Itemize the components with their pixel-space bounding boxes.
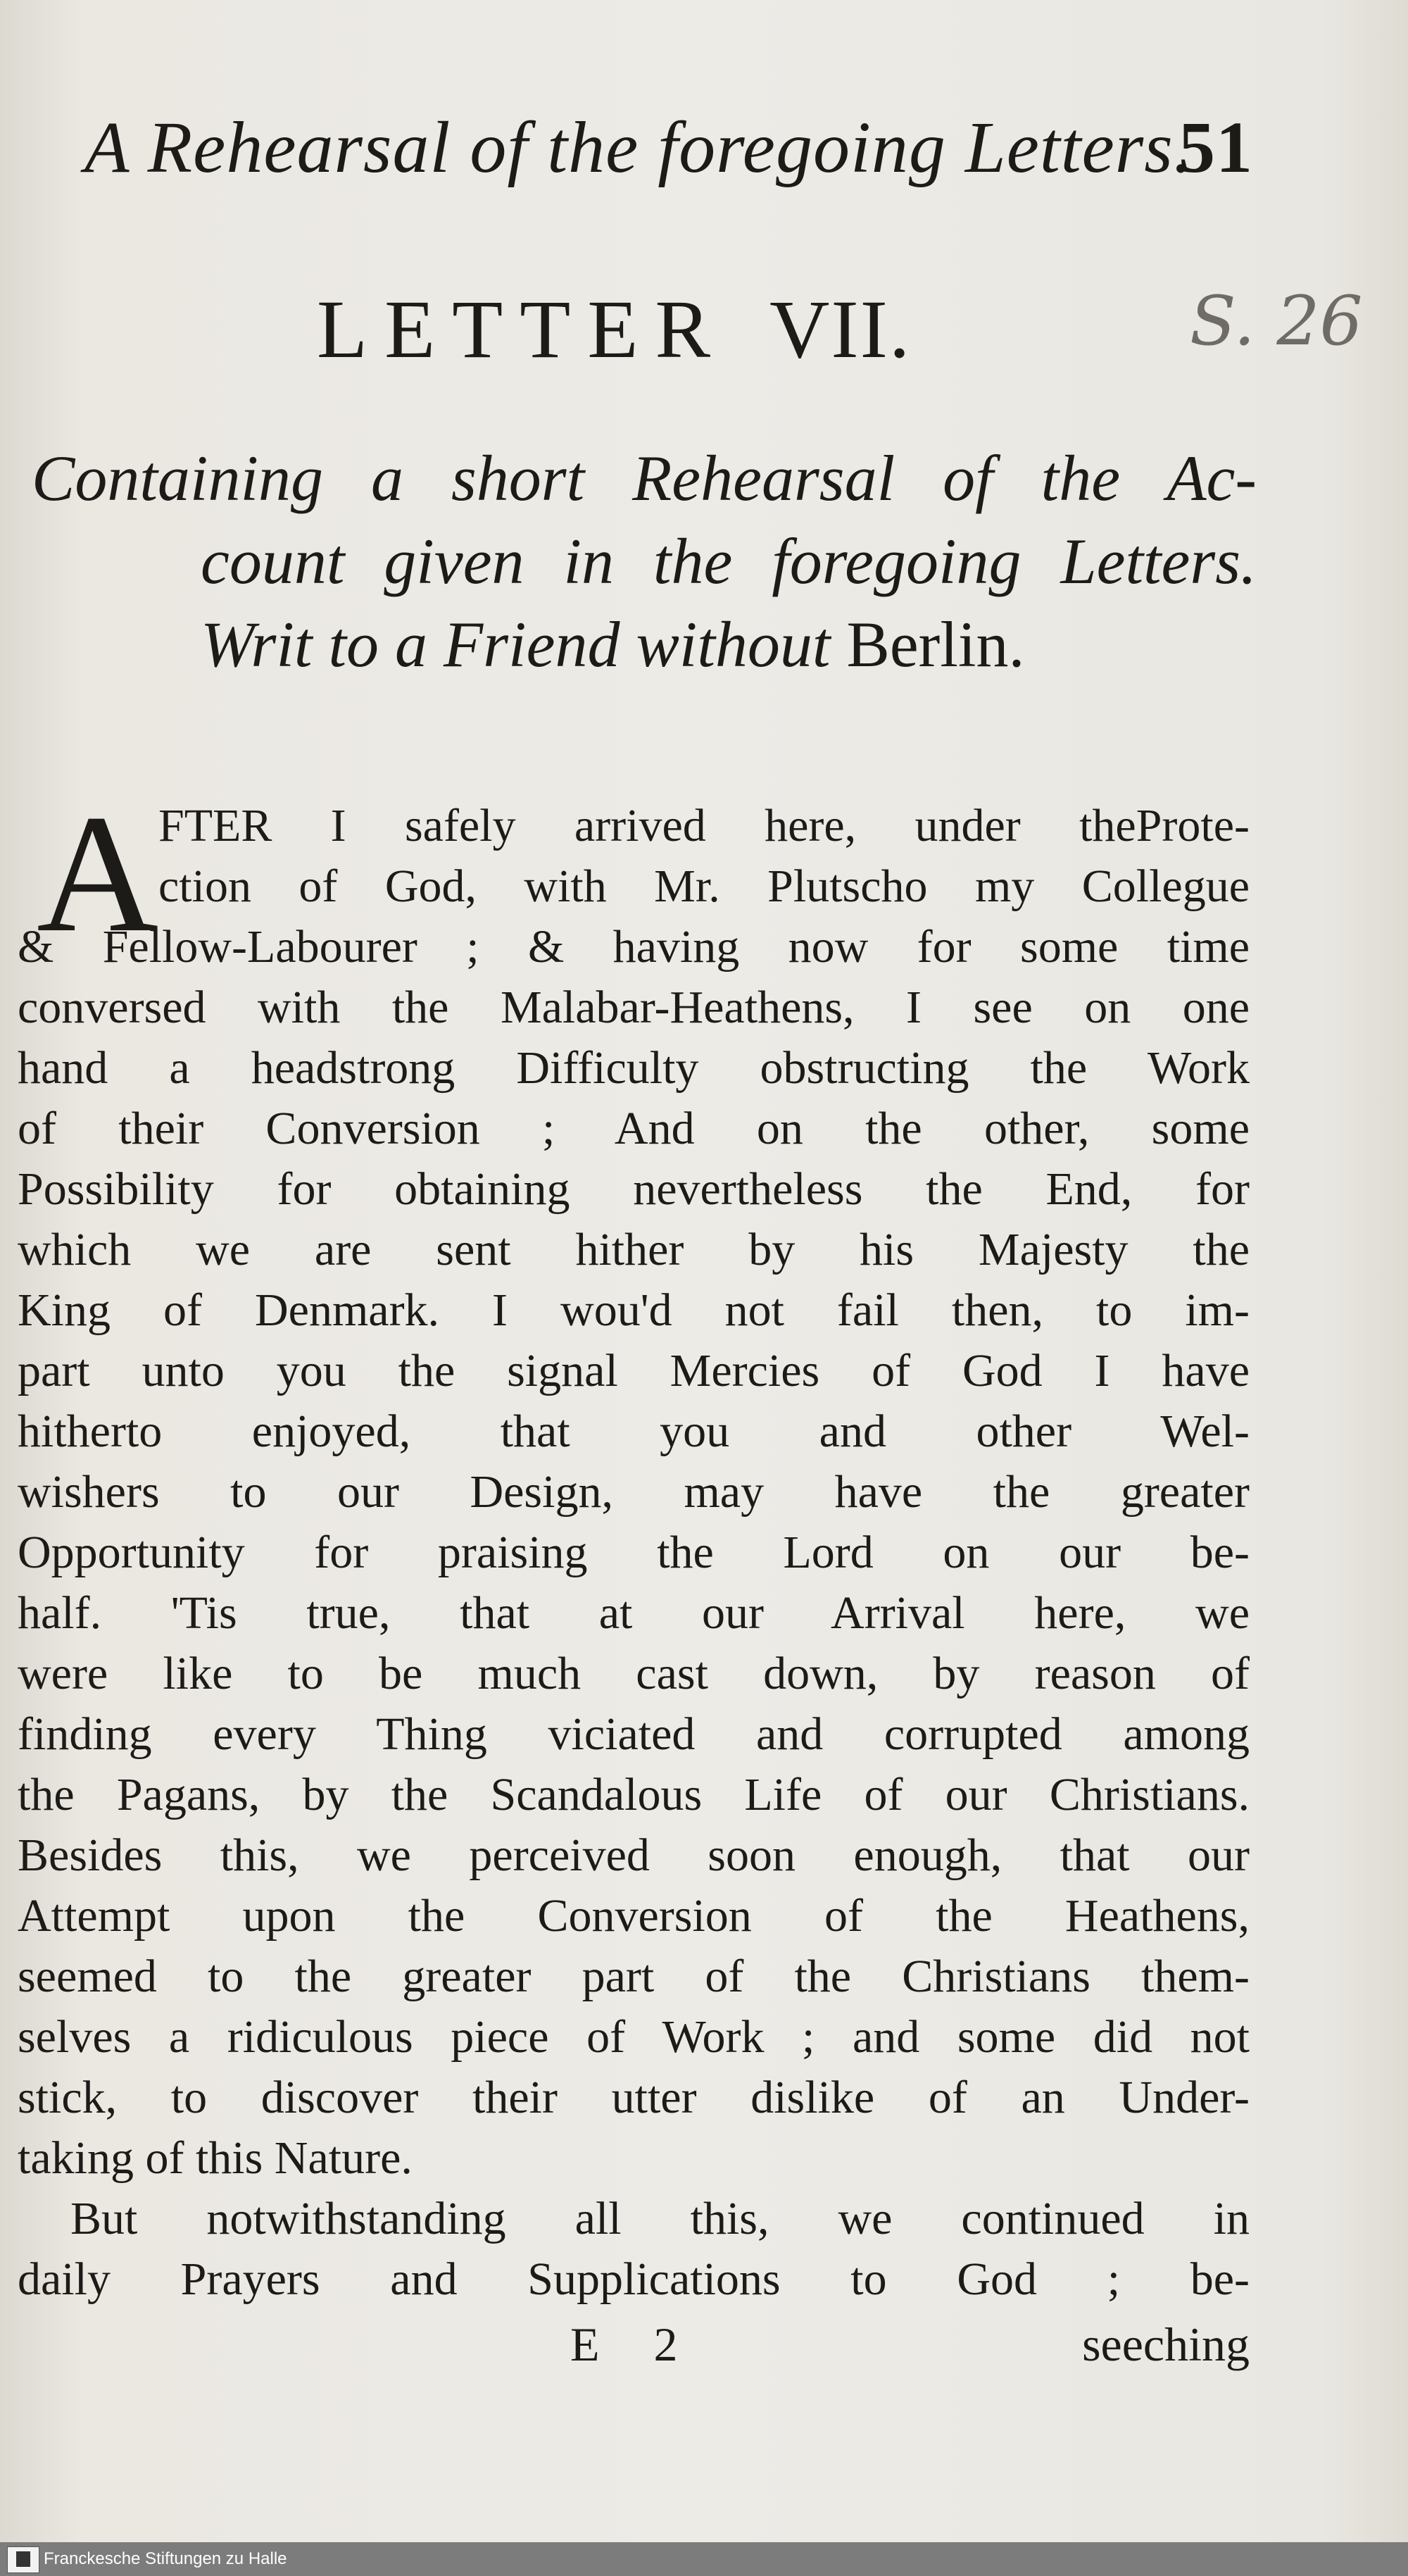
page-number: 51	[1178, 107, 1253, 188]
signature-mark: E 2	[570, 2318, 699, 2371]
body-line: But notwithstanding all this, we continued in	[70, 2193, 1250, 2244]
body-line: which we are sent hither by his Majesty the	[18, 1224, 1250, 1275]
body-line: of their Conversion ; And on the other, some	[18, 1103, 1250, 1154]
page-header	[84, 106, 1253, 204]
letter-label: LETTER	[317, 283, 728, 375]
body-line: were like to be much cast down, by reason of	[18, 1648, 1250, 1699]
body-line: Besides this, we perceived soon enough, that our	[18, 1830, 1250, 1881]
catchline	[0, 2317, 1250, 2387]
body-line: stick, to discover their utter dislike of an Under-	[18, 2072, 1250, 2123]
body-line: FTER I safely arrived here, under theProte-	[158, 800, 1250, 851]
catchword: seeching	[1082, 2318, 1250, 2371]
body-line: the Pagans, by the Scandalous Life of our Christians.	[18, 1769, 1250, 1820]
subtitle-line-1: Containing a short Rehearsal of the Ac-	[32, 442, 1257, 514]
letter-number: VII.	[769, 283, 912, 375]
body-text	[18, 780, 1250, 2310]
letter-heading	[317, 282, 911, 377]
body-line: Opportunity for praising the Lord on our be-	[18, 1527, 1250, 1578]
body-line: finding every Thing viciated and corrupted among	[18, 1708, 1250, 1760]
drop-cap: A	[37, 780, 159, 967]
body-line: daily Prayers and Supplications to God ; be-	[18, 2253, 1250, 2305]
letter-subtitle	[32, 437, 1257, 686]
body-line: selves a ridiculous piece of Work ; and some did not	[18, 2011, 1250, 2063]
body-line: Possibility for obtaining nevertheless the End, for	[18, 1163, 1250, 1215]
body-line: hand a headstrong Difficulty obstructing the Work	[18, 1042, 1250, 1094]
body-line: King of Denmark. I wou'd not fail then, to im-	[18, 1284, 1250, 1336]
footer-credit: Franckesche Stiftungen zu Halle	[44, 2549, 287, 2568]
body-line: half. 'Tis true, that at our Arrival here, we	[18, 1587, 1250, 1639]
running-title: A Rehearsal of the foregoing Letters.	[84, 107, 1193, 188]
body-line: taking of this Nature.	[18, 2132, 413, 2184]
body-line: ction of God, with Mr. Plutscho my Collegue	[158, 861, 1250, 912]
body-line: conversed with the Malabar-Heathens, I see on one	[18, 982, 1250, 1033]
body-line: hitherto enjoyed, that you and other Wel-	[18, 1406, 1250, 1457]
subtitle-line-3-roman: Berlin.	[846, 608, 1025, 680]
subtitle-line-3	[32, 603, 1257, 686]
subtitle-line-2: count given in the foregoing Letters.	[201, 525, 1257, 597]
institution-logo-icon	[7, 2546, 39, 2573]
body-line: part unto you the signal Mercies of God I have	[18, 1345, 1250, 1396]
handwritten-margin-note: S. 26	[1190, 282, 1363, 361]
body-line: Attempt upon the Conversion of the Heathens,	[18, 1890, 1250, 1942]
subtitle-line-3-italic: Writ to a Friend without	[201, 608, 831, 680]
body-line: seemed to the greater part of the Christians them-	[18, 1951, 1250, 2002]
body-line: & Fellow-Labourer ; & having now for some time	[18, 921, 1250, 973]
footer-bar	[0, 2542, 1408, 2576]
body-line: wishers to our Design, may have the greater	[18, 1466, 1250, 1518]
